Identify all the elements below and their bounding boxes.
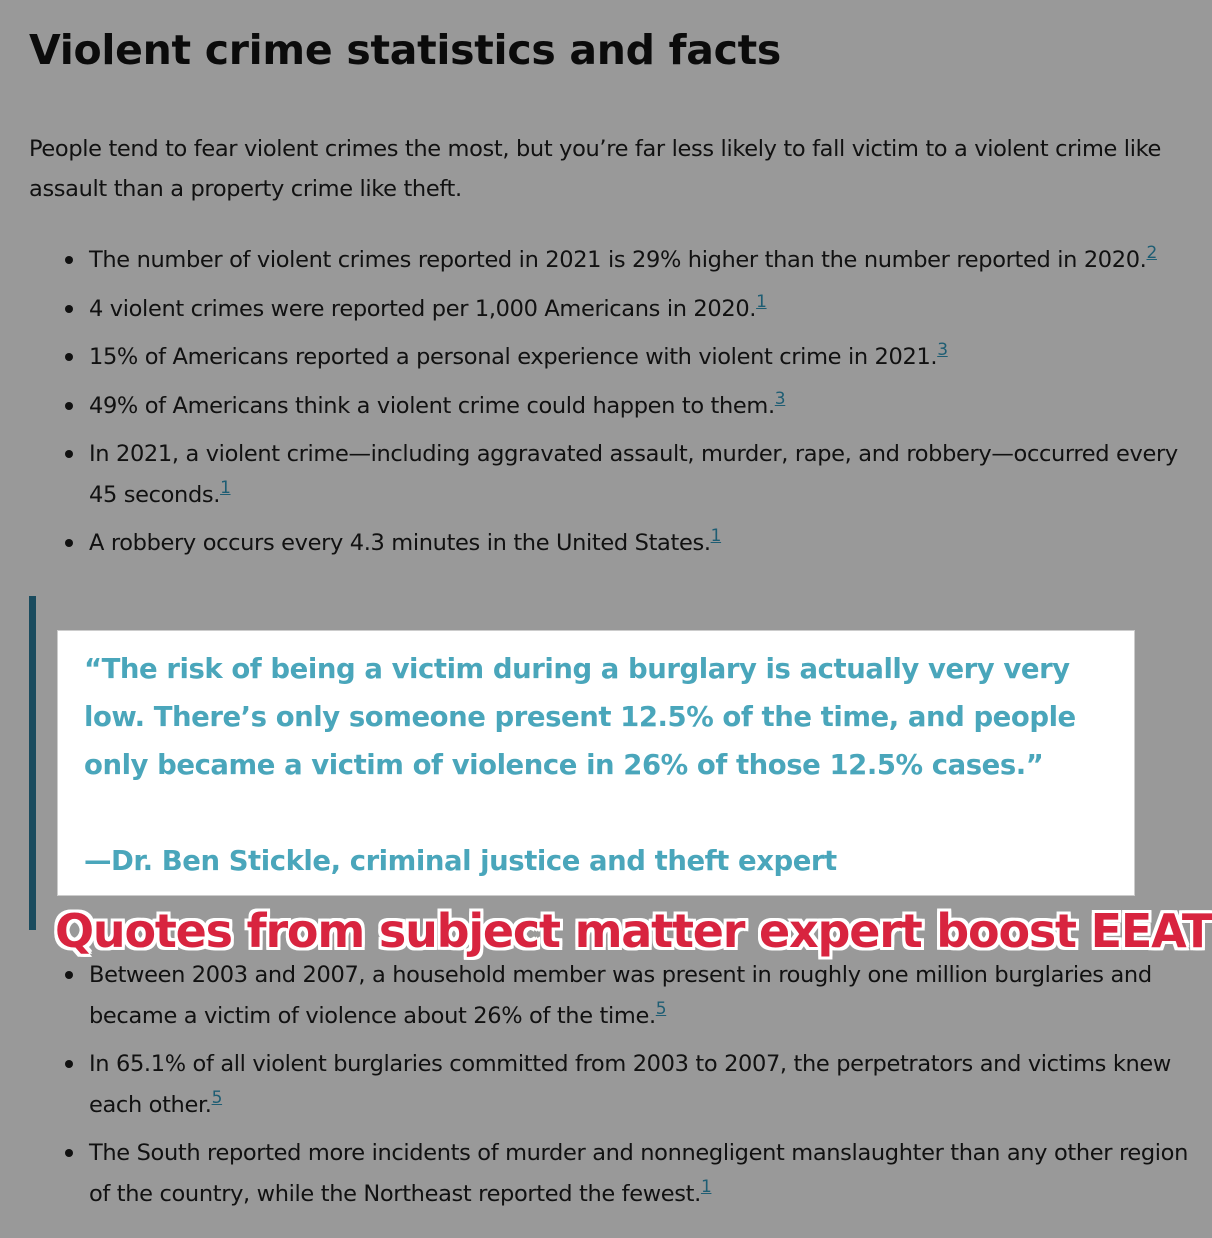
intro-paragraph: People tend to fear violent crimes the most, but you’re far less likely to fall victim to a violent crime like assault than a property crime like theft. [29,136,1161,202]
footnote-link[interactable]: 3 [774,388,786,409]
fact-text: Between 2003 and 2007, a household member was present in roughly one million burglaries and became a victim of violence about 26% of the time. [89,962,1152,1029]
facts-list-after-quote [89,955,1194,1222]
page-title: Violent crime statistics and facts [29,26,781,74]
footnote-link[interactable]: 1 [220,477,231,498]
fact-text: The number of violent crimes reported in 2021 is 29% higher than the number reported in 2020. [89,247,1147,273]
fact-text: 4 violent crimes were reported per 1,000 Americans in 2020. [89,295,757,322]
fact-text: In 65.1% of all violent burglaries committed from 2003 to 2007, the perpetrators and victims knew each other. [89,1051,1171,1118]
list-item [89,523,1194,564]
list-item [89,240,1194,281]
fact-text: The South reported more incidents of murder and nonnegligent manslaughter than any other region of the country, while the Northeast reported the fewest. [89,1140,1189,1207]
fact-text: A robbery occurs every 4.3 minutes in the United States. [89,530,711,556]
fact-text: 15% of Americans reported a personal experience with violent crime in 2021. [89,344,938,370]
footnote-link[interactable]: 3 [937,340,948,360]
footnote-link[interactable]: 1 [710,526,722,546]
blockquote-accent-bar [29,596,36,930]
list-item [89,386,1194,427]
fact-text: 49% of Americans think a violent crime could happen to them. [89,392,775,419]
list-item [89,434,1194,515]
list-item [89,1044,1194,1125]
list-item [89,955,1194,1036]
footnote-link[interactable]: 5 [655,998,667,1019]
footnote-link[interactable]: 1 [700,1176,712,1197]
fact-text: In 2021, a violent crime—including aggravated assault, murder, rape, and robbery—occurred every 45 seconds. [89,441,1178,508]
expert-quote-box [57,630,1135,896]
footnote-link[interactable]: 2 [1146,243,1157,263]
annotation-caption: Quotes from subject matter expert boost EEAT [55,904,1212,958]
footnote-link[interactable]: 5 [211,1087,223,1108]
list-item [89,1133,1194,1214]
quote-attribution: —Dr. Ben Stickle, criminal justice and theft expert [84,845,837,877]
footnote-link[interactable]: 1 [756,291,767,312]
list-item [89,289,1194,330]
list-item [89,337,1194,378]
quote-text: “The risk of being a victim during a burglary is actually very very low. There’s only someone present 12.5% of the time, and people only became a victim of violence in 26% of those 12.5% cases.” [84,653,1076,781]
facts-list-before-quote [89,240,1194,572]
